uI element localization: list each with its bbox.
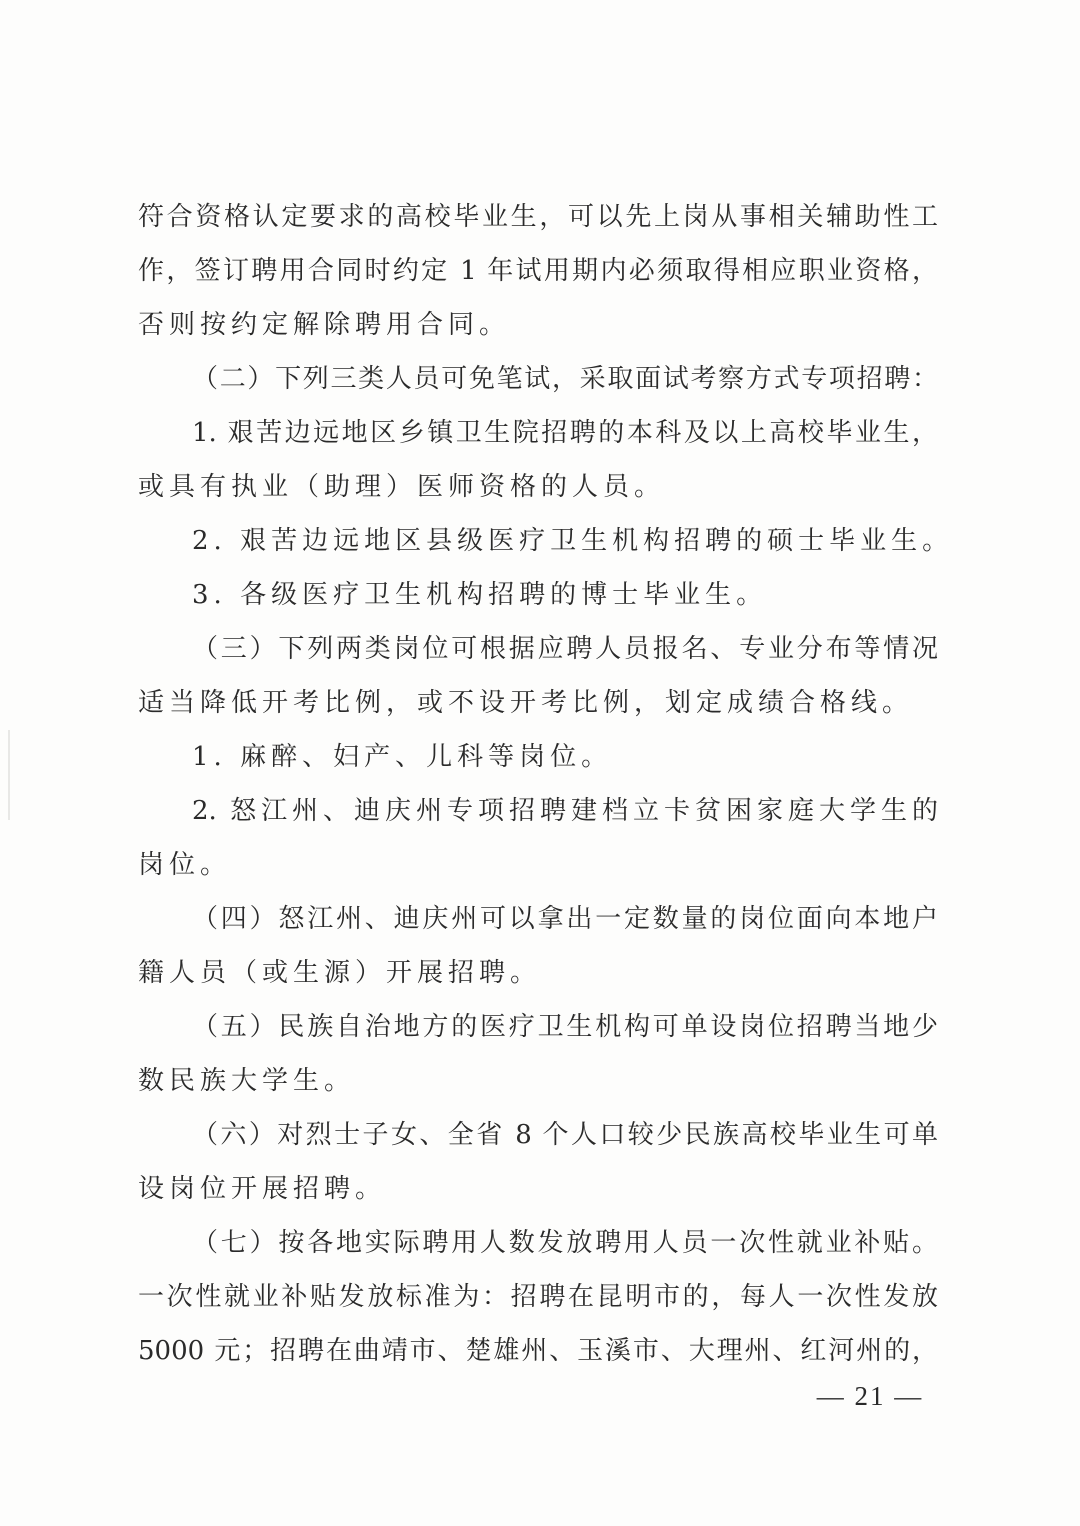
text-line: （五）民族自治地方的医疗卫生机构可单设岗位招聘当地少 (192, 1012, 938, 1042)
text-line: 2. 艰苦边远地区县级医疗卫生机构招聘的硕士毕业生。 (192, 526, 954, 556)
text-line: （六）对烈士子女、全省 8 个人口较少民族高校毕业生可单 (192, 1120, 938, 1150)
text-line: 2. 怒江州、迪庆州专项招聘建档立卡贫困家庭大学生的 (192, 796, 938, 826)
text-line: （二）下列三类人员可免笔试，采取面试考察方式专项招聘： (192, 364, 938, 394)
page-number: — 21 — (816, 1381, 924, 1411)
text-line: 适当降低开考比例，或不设开考比例，划定成绩合格线。 (138, 688, 914, 718)
text-line: 否则按约定解除聘用合同。 (138, 310, 511, 340)
text-line: 数民族大学生。 (138, 1066, 356, 1096)
text-line: 1. 麻醉、妇产、儿科等岗位。 (192, 742, 613, 772)
text-line: 符合资格认定要求的高校毕业生，可以先上岗从事相关辅助性工 (138, 202, 938, 232)
scan-margin-mark (8, 730, 10, 820)
text-line: 1. 艰苦边远地区乡镇卫生院招聘的本科及以上高校毕业生， (192, 418, 938, 448)
text-line: （四）怒江州、迪庆州可以拿出一定数量的岗位面向本地户 (192, 904, 938, 934)
text-line: 一次性就业补贴发放标准为：招聘在昆明市的，每人一次性发放 (138, 1282, 938, 1312)
text-line: （三）下列两类岗位可根据应聘人员报名、专业分布等情况 (192, 634, 938, 664)
text-line: （七）按各地实际聘用人数发放聘用人员一次性就业补贴。 (192, 1228, 938, 1258)
text-line: 3. 各级医疗卫生机构招聘的博士毕业生。 (192, 580, 768, 610)
text-line: 设岗位开展招聘。 (138, 1174, 387, 1204)
text-line: 岗位。 (138, 850, 232, 880)
text-line: 或具有执业（助理）医师资格的人员。 (138, 472, 666, 502)
text-line: 5000 元；招聘在曲靖市、楚雄州、玉溪市、大理州、红河州的， (138, 1336, 938, 1366)
text-line: 籍人员（或生源）开展招聘。 (138, 958, 542, 988)
text-line: 作，签订聘用合同时约定 1 年试用期内必须取得相应职业资格， (138, 256, 938, 286)
